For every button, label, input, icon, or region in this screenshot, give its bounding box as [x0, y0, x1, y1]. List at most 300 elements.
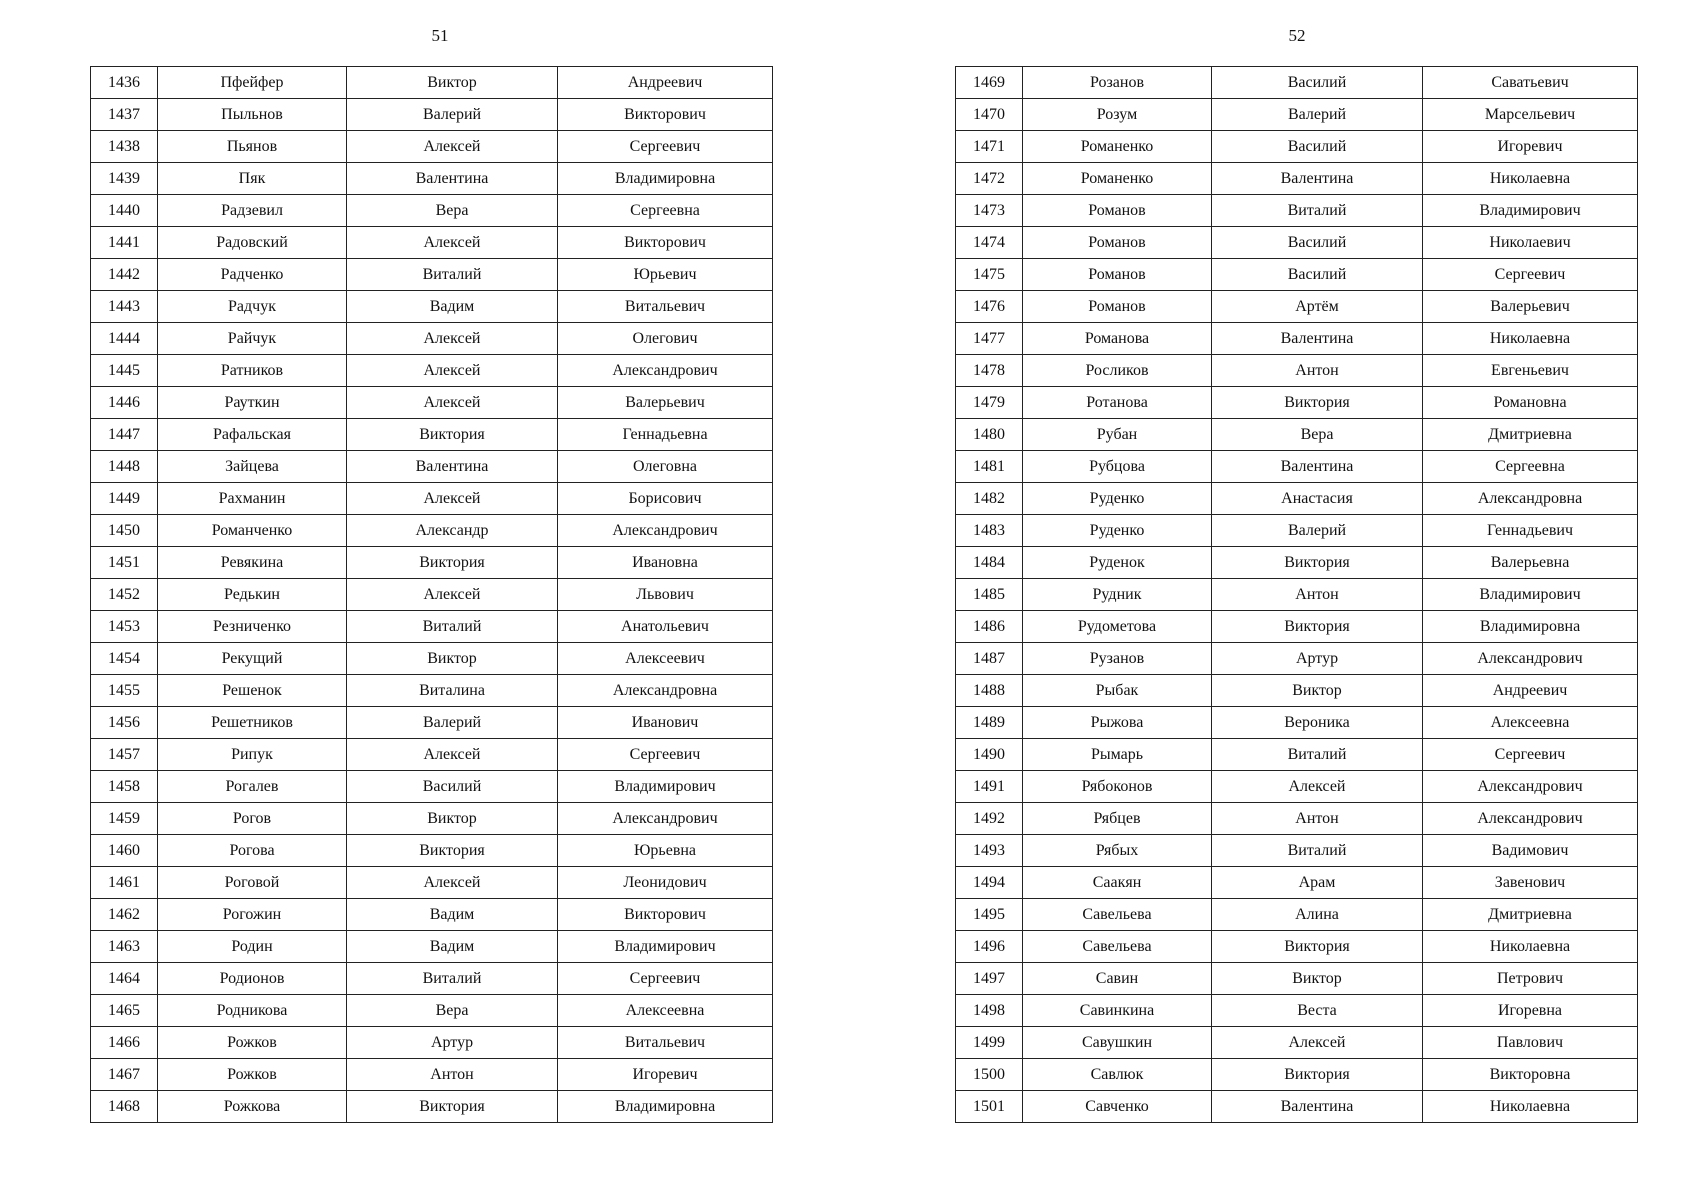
last-name-cell: Рябцев [1023, 803, 1212, 835]
last-name-cell: Руденок [1023, 547, 1212, 579]
patronymic-cell: Сергеевич [558, 963, 773, 995]
row-number-cell: 1457 [91, 739, 158, 771]
last-name-cell: Савинкина [1023, 995, 1212, 1027]
last-name-cell: Райчук [158, 323, 347, 355]
first-name-cell: Василий [1212, 227, 1423, 259]
patronymic-cell: Иванович [558, 707, 773, 739]
table-row [956, 931, 1638, 963]
row-number-cell: 1490 [956, 739, 1023, 771]
first-name-cell: Валентина [1212, 1091, 1423, 1123]
last-name-cell: Рогалев [158, 771, 347, 803]
table-row [956, 227, 1638, 259]
last-name-cell: Романов [1023, 259, 1212, 291]
patronymic-cell: Олегович [558, 323, 773, 355]
table-row [956, 163, 1638, 195]
last-name-cell: Пяк [158, 163, 347, 195]
last-name-cell: Савушкин [1023, 1027, 1212, 1059]
last-name-cell: Рожков [158, 1027, 347, 1059]
table-row [956, 387, 1638, 419]
page-number: 51 [431, 26, 449, 45]
patronymic-cell: Викторовна [1423, 1059, 1638, 1091]
table-row [956, 739, 1638, 771]
table-row [956, 355, 1638, 387]
table-row [956, 419, 1638, 451]
first-name-cell: Валерий [347, 707, 558, 739]
row-number-cell: 1480 [956, 419, 1023, 451]
table-row [956, 835, 1638, 867]
row-number-cell: 1438 [91, 131, 158, 163]
last-name-cell: Ратников [158, 355, 347, 387]
row-number-cell: 1477 [956, 323, 1023, 355]
row-number-cell: 1497 [956, 963, 1023, 995]
first-name-cell: Алексей [347, 579, 558, 611]
page-right [955, 0, 1675, 1200]
row-number-cell: 1440 [91, 195, 158, 227]
patronymic-cell: Андреевич [558, 67, 773, 99]
table-row [956, 803, 1638, 835]
table-row [91, 867, 773, 899]
first-name-cell: Алексей [347, 323, 558, 355]
row-number-cell: 1496 [956, 931, 1023, 963]
patronymic-cell: Владимировна [558, 163, 773, 195]
last-name-cell: Рогожин [158, 899, 347, 931]
patronymic-cell: Витальевич [558, 1027, 773, 1059]
table-row [956, 995, 1638, 1027]
first-name-cell: Алексей [347, 227, 558, 259]
row-number-cell: 1441 [91, 227, 158, 259]
row-number-cell: 1491 [956, 771, 1023, 803]
table-row [91, 931, 773, 963]
first-name-cell: Валентина [1212, 451, 1423, 483]
row-number-cell: 1473 [956, 195, 1023, 227]
first-name-cell: Валентина [347, 163, 558, 195]
row-number-cell: 1444 [91, 323, 158, 355]
last-name-cell: Рудник [1023, 579, 1212, 611]
first-name-cell: Валерий [347, 99, 558, 131]
row-number-cell: 1465 [91, 995, 158, 1027]
row-number-cell: 1443 [91, 291, 158, 323]
patronymic-cell: Геннадьевна [558, 419, 773, 451]
patronymic-cell: Геннадьевич [1423, 515, 1638, 547]
first-name-cell: Виталий [347, 611, 558, 643]
last-name-cell: Рыбак [1023, 675, 1212, 707]
last-name-cell: Ревякина [158, 547, 347, 579]
first-name-cell: Алексей [347, 355, 558, 387]
last-name-cell: Родин [158, 931, 347, 963]
table-row [91, 163, 773, 195]
first-name-cell: Алексей [347, 131, 558, 163]
row-number-cell: 1462 [91, 899, 158, 931]
table-row [91, 995, 773, 1027]
table-row [91, 739, 773, 771]
patronymic-cell: Дмитриевна [1423, 899, 1638, 931]
row-number-cell: 1459 [91, 803, 158, 835]
row-number-cell: 1447 [91, 419, 158, 451]
patronymic-cell: Николаевна [1423, 163, 1638, 195]
row-number-cell: 1487 [956, 643, 1023, 675]
patronymic-cell: Александровна [558, 675, 773, 707]
table-row [956, 1027, 1638, 1059]
patronymic-cell: Александрович [1423, 771, 1638, 803]
first-name-cell: Виталий [1212, 739, 1423, 771]
table-row [91, 131, 773, 163]
patronymic-cell: Сергеевна [558, 195, 773, 227]
last-name-cell: Рожкова [158, 1091, 347, 1123]
first-name-cell: Виктория [347, 547, 558, 579]
first-name-cell: Артур [347, 1027, 558, 1059]
row-number-cell: 1468 [91, 1091, 158, 1123]
patronymic-cell: Александровна [1423, 483, 1638, 515]
last-name-cell: Рафальская [158, 419, 347, 451]
first-name-cell: Алексей [347, 483, 558, 515]
row-number-cell: 1481 [956, 451, 1023, 483]
patronymic-cell: Евгеньевич [1423, 355, 1638, 387]
table-row [956, 547, 1638, 579]
patronymic-cell: Петрович [1423, 963, 1638, 995]
last-name-cell: Руденко [1023, 515, 1212, 547]
first-name-cell: Антон [1212, 579, 1423, 611]
row-number-cell: 1483 [956, 515, 1023, 547]
first-name-cell: Виктория [1212, 611, 1423, 643]
table-row [956, 867, 1638, 899]
table-row [91, 835, 773, 867]
table-body [956, 67, 1638, 1123]
row-number-cell: 1472 [956, 163, 1023, 195]
table-row [956, 1059, 1638, 1091]
table-row [91, 67, 773, 99]
patronymic-cell: Анатольевич [558, 611, 773, 643]
table-row [91, 323, 773, 355]
patronymic-cell: Андреевич [1423, 675, 1638, 707]
table-row [91, 963, 773, 995]
row-number-cell: 1495 [956, 899, 1023, 931]
row-number-cell: 1470 [956, 99, 1023, 131]
first-name-cell: Валерий [1212, 515, 1423, 547]
table-row [956, 675, 1638, 707]
first-name-cell: Вадим [347, 899, 558, 931]
last-name-cell: Пыльнов [158, 99, 347, 131]
table-row [91, 803, 773, 835]
patronymic-cell: Владимирович [558, 931, 773, 963]
first-name-cell: Василий [1212, 131, 1423, 163]
last-name-cell: Саакян [1023, 867, 1212, 899]
last-name-cell: Рыжова [1023, 707, 1212, 739]
last-name-cell: Рябоконов [1023, 771, 1212, 803]
row-number-cell: 1493 [956, 835, 1023, 867]
last-name-cell: Рожков [158, 1059, 347, 1091]
table-row [91, 771, 773, 803]
table-row [956, 771, 1638, 803]
last-name-cell: Рузанов [1023, 643, 1212, 675]
table-row [91, 1027, 773, 1059]
row-number-cell: 1455 [91, 675, 158, 707]
row-number-cell: 1467 [91, 1059, 158, 1091]
row-number-cell: 1475 [956, 259, 1023, 291]
table-row [91, 355, 773, 387]
table-row [956, 1091, 1638, 1123]
row-number-cell: 1469 [956, 67, 1023, 99]
first-name-cell: Валентина [347, 451, 558, 483]
page-number: 52 [1288, 26, 1306, 45]
table-row [91, 1059, 773, 1091]
patronymic-cell: Леонидович [558, 867, 773, 899]
row-number-cell: 1445 [91, 355, 158, 387]
patronymic-cell: Юрьевна [558, 835, 773, 867]
patronymic-cell: Викторович [558, 899, 773, 931]
table-row [91, 579, 773, 611]
patronymic-cell: Викторович [558, 227, 773, 259]
last-name-cell: Рекущий [158, 643, 347, 675]
last-name-cell: Розум [1023, 99, 1212, 131]
first-name-cell: Виктория [1212, 547, 1423, 579]
table-row [956, 259, 1638, 291]
patronymic-cell: Сергеевна [1423, 451, 1638, 483]
last-name-cell: Пьянов [158, 131, 347, 163]
table-row [956, 323, 1638, 355]
row-number-cell: 1454 [91, 643, 158, 675]
last-name-cell: Савченко [1023, 1091, 1212, 1123]
first-name-cell: Александр [347, 515, 558, 547]
last-name-cell: Зайцева [158, 451, 347, 483]
first-name-cell: Валентина [1212, 323, 1423, 355]
table-row [956, 611, 1638, 643]
table-row [91, 899, 773, 931]
row-number-cell: 1501 [956, 1091, 1023, 1123]
patronymic-cell: Владимировна [1423, 611, 1638, 643]
first-name-cell: Алексей [347, 387, 558, 419]
first-name-cell: Вадим [347, 931, 558, 963]
patronymic-cell: Витальевич [558, 291, 773, 323]
row-number-cell: 1452 [91, 579, 158, 611]
first-name-cell: Виктория [347, 835, 558, 867]
row-number-cell: 1482 [956, 483, 1023, 515]
patronymic-cell: Александрович [558, 515, 773, 547]
patronymic-cell: Алексеевна [1423, 707, 1638, 739]
patronymic-cell: Александрович [1423, 803, 1638, 835]
table-row [956, 899, 1638, 931]
patronymic-cell: Павлович [1423, 1027, 1638, 1059]
table-body [91, 67, 773, 1123]
first-name-cell: Артём [1212, 291, 1423, 323]
patronymic-cell: Марсельевич [1423, 99, 1638, 131]
row-number-cell: 1437 [91, 99, 158, 131]
last-name-cell: Росликов [1023, 355, 1212, 387]
last-name-cell: Рогов [158, 803, 347, 835]
row-number-cell: 1478 [956, 355, 1023, 387]
patronymic-cell: Сергеевич [1423, 739, 1638, 771]
patronymic-cell: Валерьевич [1423, 291, 1638, 323]
patronymic-cell: Игоревич [558, 1059, 773, 1091]
personnel-table [90, 66, 773, 1123]
first-name-cell: Алексей [347, 867, 558, 899]
table-row [91, 291, 773, 323]
row-number-cell: 1460 [91, 835, 158, 867]
patronymic-cell: Алексеевич [558, 643, 773, 675]
patronymic-cell: Александрович [1423, 643, 1638, 675]
patronymic-cell: Львович [558, 579, 773, 611]
patronymic-cell: Борисович [558, 483, 773, 515]
first-name-cell: Веста [1212, 995, 1423, 1027]
patronymic-cell: Игоревич [1423, 131, 1638, 163]
first-name-cell: Виктор [1212, 963, 1423, 995]
first-name-cell: Виктория [347, 419, 558, 451]
row-number-cell: 1485 [956, 579, 1023, 611]
row-number-cell: 1466 [91, 1027, 158, 1059]
patronymic-cell: Сергеевич [558, 739, 773, 771]
table-row [91, 227, 773, 259]
last-name-cell: Рудометова [1023, 611, 1212, 643]
first-name-cell: Виктория [347, 1091, 558, 1123]
first-name-cell: Валентина [1212, 163, 1423, 195]
patronymic-cell: Владимирович [1423, 579, 1638, 611]
row-number-cell: 1461 [91, 867, 158, 899]
table-row [956, 579, 1638, 611]
row-number-cell: 1453 [91, 611, 158, 643]
first-name-cell: Василий [1212, 67, 1423, 99]
row-number-cell: 1492 [956, 803, 1023, 835]
last-name-cell: Рахманин [158, 483, 347, 515]
table-row [91, 643, 773, 675]
row-number-cell: 1451 [91, 547, 158, 579]
last-name-cell: Савельева [1023, 899, 1212, 931]
table-row [91, 1091, 773, 1123]
personnel-table [955, 66, 1638, 1123]
first-name-cell: Алексей [347, 739, 558, 771]
last-name-cell: Радовский [158, 227, 347, 259]
first-name-cell: Виктория [1212, 931, 1423, 963]
row-number-cell: 1450 [91, 515, 158, 547]
last-name-cell: Савин [1023, 963, 1212, 995]
last-name-cell: Романов [1023, 227, 1212, 259]
patronymic-cell: Завенович [1423, 867, 1638, 899]
row-number-cell: 1494 [956, 867, 1023, 899]
last-name-cell: Родионов [158, 963, 347, 995]
table-row [91, 547, 773, 579]
patronymic-cell: Александрович [558, 355, 773, 387]
last-name-cell: Решенок [158, 675, 347, 707]
last-name-cell: Рогова [158, 835, 347, 867]
patronymic-cell: Николаевна [1423, 1091, 1638, 1123]
first-name-cell: Вера [347, 195, 558, 227]
row-number-cell: 1500 [956, 1059, 1023, 1091]
table-row [91, 195, 773, 227]
first-name-cell: Василий [1212, 259, 1423, 291]
row-number-cell: 1464 [91, 963, 158, 995]
first-name-cell: Виктория [1212, 1059, 1423, 1091]
last-name-cell: Романенко [1023, 131, 1212, 163]
table-row [956, 291, 1638, 323]
first-name-cell: Арам [1212, 867, 1423, 899]
last-name-cell: Редькин [158, 579, 347, 611]
patronymic-cell: Николаевна [1423, 931, 1638, 963]
table-row [91, 419, 773, 451]
patronymic-cell: Саватьевич [1423, 67, 1638, 99]
last-name-cell: Романова [1023, 323, 1212, 355]
last-name-cell: Романов [1023, 195, 1212, 227]
row-number-cell: 1446 [91, 387, 158, 419]
first-name-cell: Антон [1212, 803, 1423, 835]
row-number-cell: 1476 [956, 291, 1023, 323]
row-number-cell: 1439 [91, 163, 158, 195]
patronymic-cell: Викторович [558, 99, 773, 131]
table-row [91, 675, 773, 707]
first-name-cell: Вера [1212, 419, 1423, 451]
row-number-cell: 1479 [956, 387, 1023, 419]
first-name-cell: Алина [1212, 899, 1423, 931]
first-name-cell: Виктор [347, 643, 558, 675]
table-row [956, 707, 1638, 739]
first-name-cell: Виталий [347, 259, 558, 291]
patronymic-cell: Владимирович [558, 771, 773, 803]
row-number-cell: 1498 [956, 995, 1023, 1027]
last-name-cell: Роговой [158, 867, 347, 899]
patronymic-cell: Владимирович [1423, 195, 1638, 227]
table-row [91, 515, 773, 547]
last-name-cell: Рауткин [158, 387, 347, 419]
last-name-cell: Рябых [1023, 835, 1212, 867]
patronymic-cell: Владимировна [558, 1091, 773, 1123]
last-name-cell: Радчук [158, 291, 347, 323]
patronymic-cell: Сергеевич [558, 131, 773, 163]
last-name-cell: Розанов [1023, 67, 1212, 99]
first-name-cell: Артур [1212, 643, 1423, 675]
row-number-cell: 1474 [956, 227, 1023, 259]
first-name-cell: Виталий [1212, 195, 1423, 227]
patronymic-cell: Алексеевна [558, 995, 773, 1027]
first-name-cell: Вероника [1212, 707, 1423, 739]
first-name-cell: Антон [1212, 355, 1423, 387]
last-name-cell: Рымарь [1023, 739, 1212, 771]
table-row [91, 99, 773, 131]
first-name-cell: Алексей [1212, 1027, 1423, 1059]
table-row [91, 707, 773, 739]
first-name-cell: Виктор [347, 67, 558, 99]
row-number-cell: 1442 [91, 259, 158, 291]
first-name-cell: Алексей [1212, 771, 1423, 803]
first-name-cell: Виктория [1212, 387, 1423, 419]
last-name-cell: Руденко [1023, 483, 1212, 515]
table-row [956, 963, 1638, 995]
table-row [956, 483, 1638, 515]
last-name-cell: Романченко [158, 515, 347, 547]
row-number-cell: 1486 [956, 611, 1023, 643]
first-name-cell: Вера [347, 995, 558, 1027]
patronymic-cell: Александрович [558, 803, 773, 835]
table-row [91, 451, 773, 483]
first-name-cell: Василий [347, 771, 558, 803]
last-name-cell: Рипук [158, 739, 347, 771]
row-number-cell: 1463 [91, 931, 158, 963]
last-name-cell: Рубан [1023, 419, 1212, 451]
last-name-cell: Резниченко [158, 611, 347, 643]
patronymic-cell: Сергеевич [1423, 259, 1638, 291]
patronymic-cell: Николаевич [1423, 227, 1638, 259]
first-name-cell: Антон [347, 1059, 558, 1091]
row-number-cell: 1449 [91, 483, 158, 515]
first-name-cell: Виктор [1212, 675, 1423, 707]
row-number-cell: 1488 [956, 675, 1023, 707]
patronymic-cell: Ивановна [558, 547, 773, 579]
last-name-cell: Родникова [158, 995, 347, 1027]
first-name-cell: Виталина [347, 675, 558, 707]
table-row [956, 99, 1638, 131]
row-number-cell: 1448 [91, 451, 158, 483]
last-name-cell: Радзевил [158, 195, 347, 227]
patronymic-cell: Игоревна [1423, 995, 1638, 1027]
last-name-cell: Ротанова [1023, 387, 1212, 419]
last-name-cell: Савельева [1023, 931, 1212, 963]
first-name-cell: Виктор [347, 803, 558, 835]
